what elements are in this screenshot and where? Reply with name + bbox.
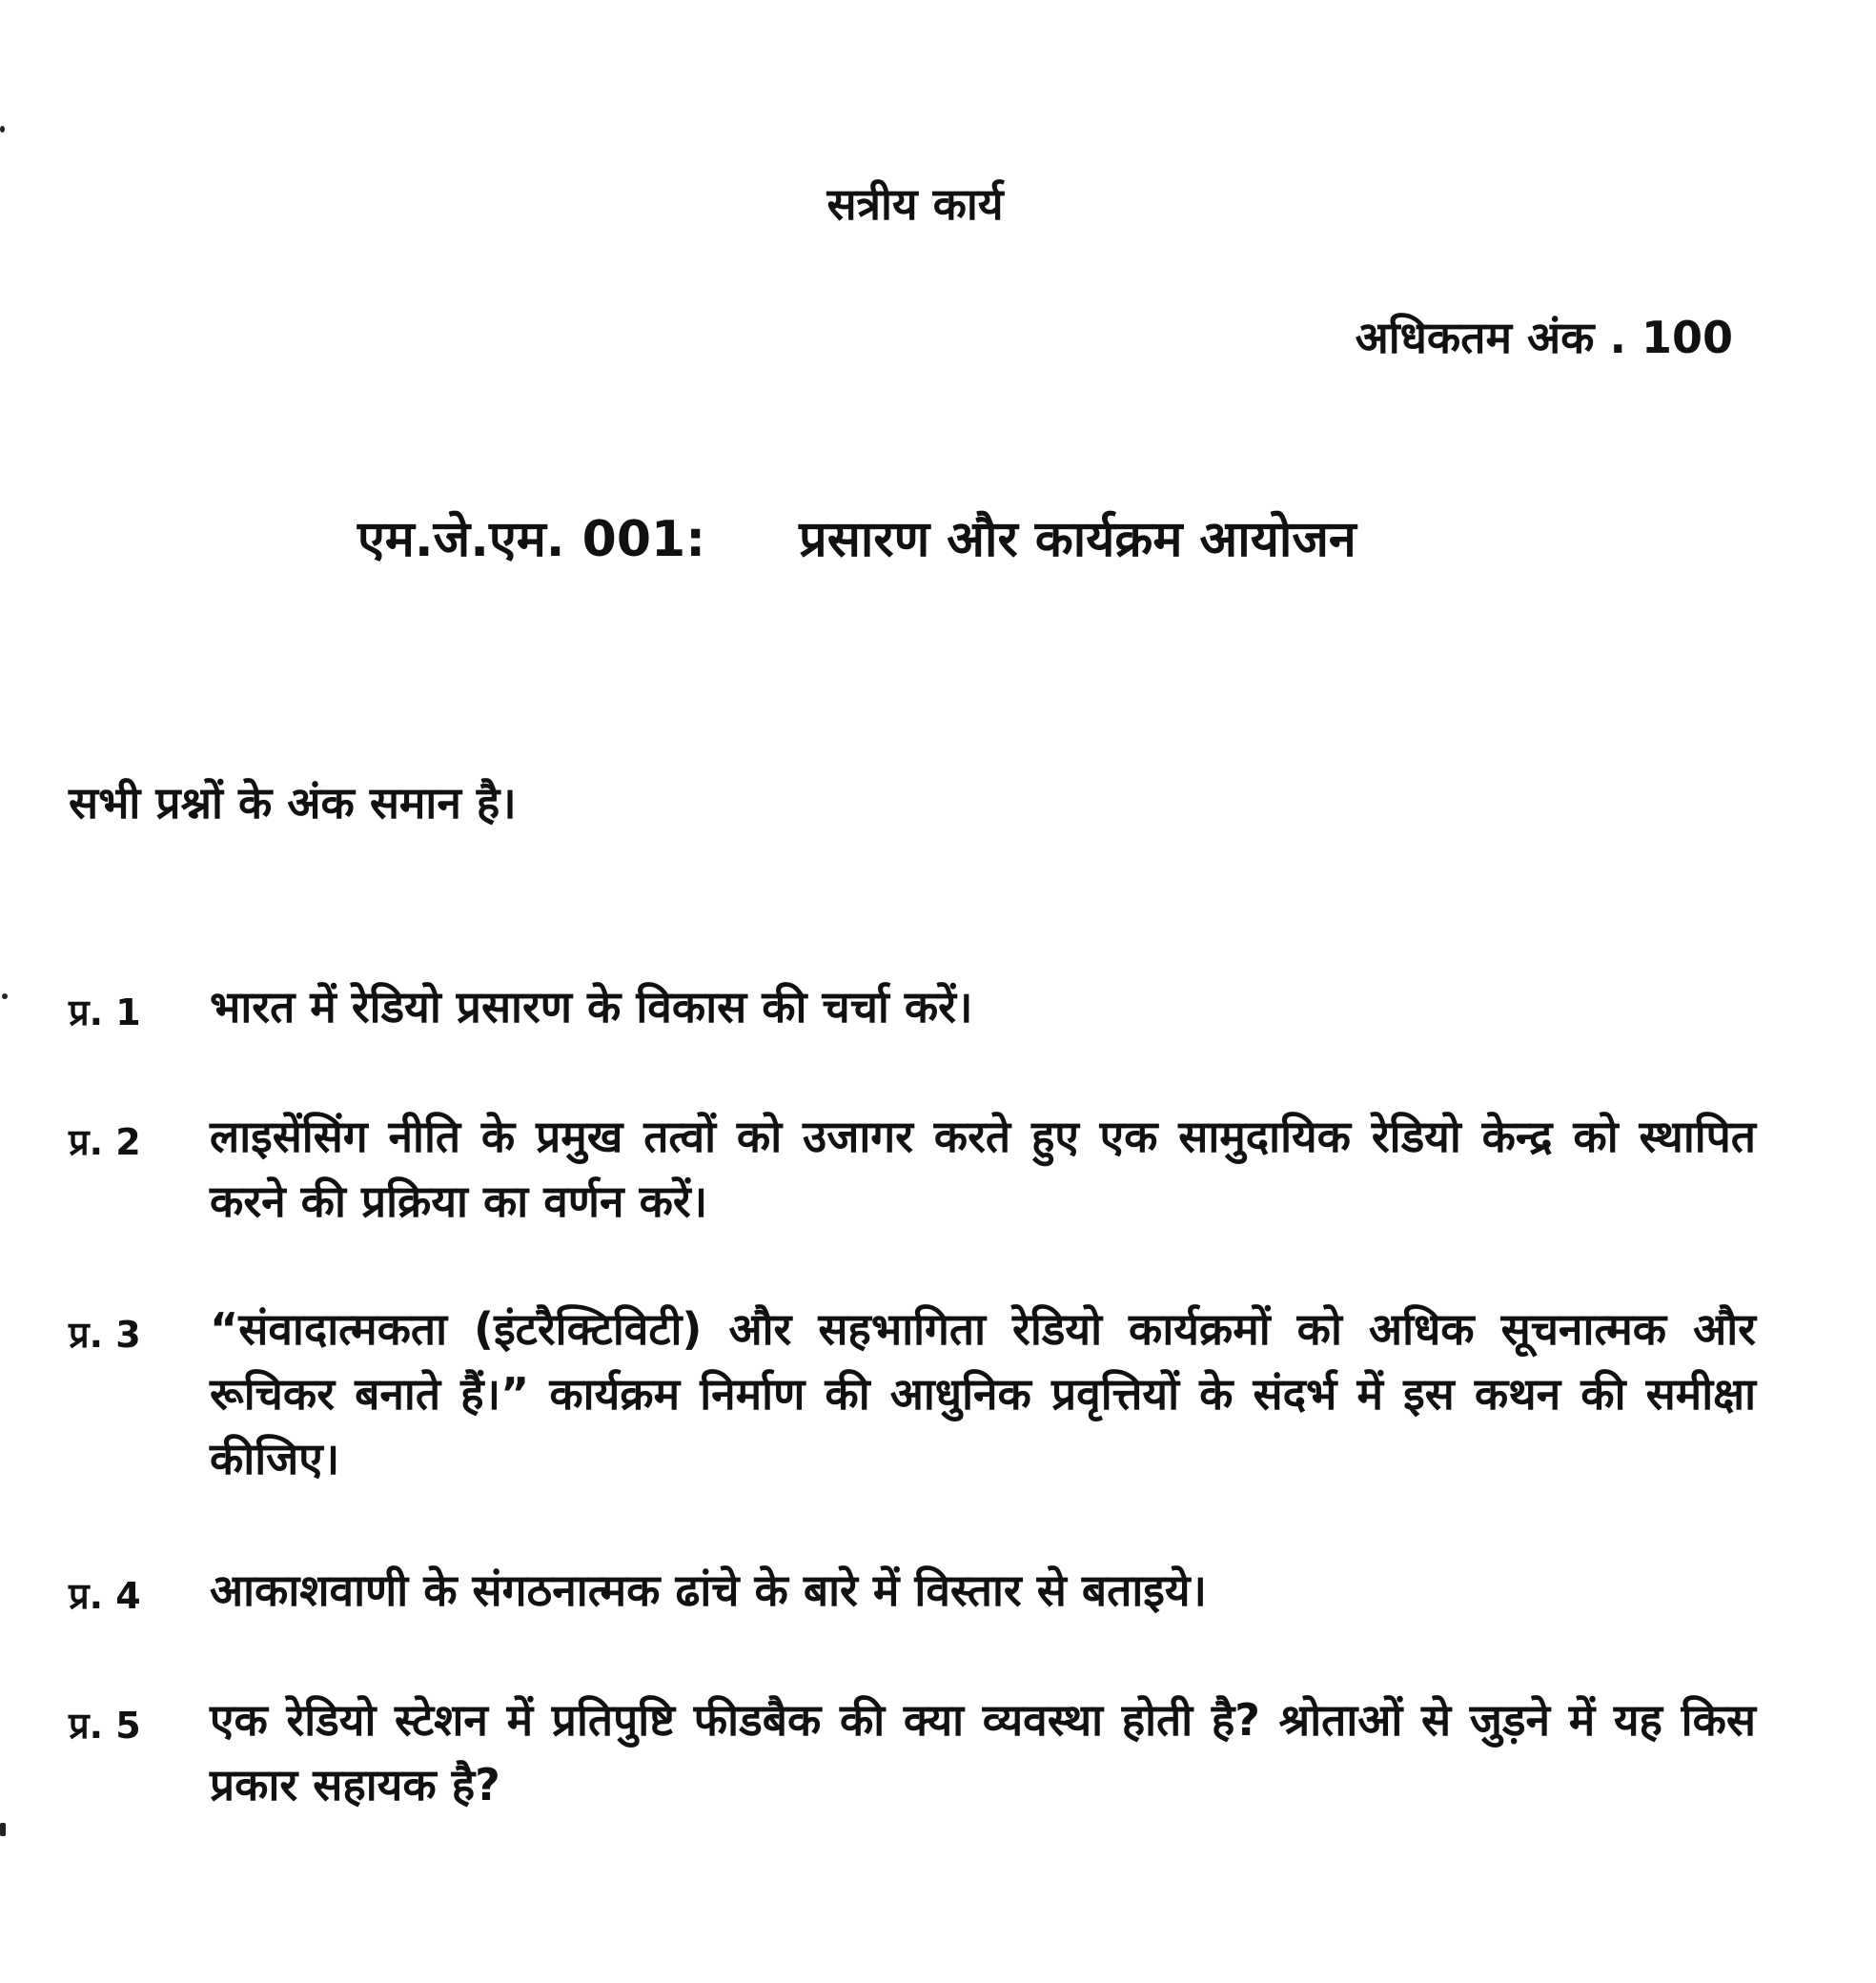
course-name: प्रसारण और कार्यक्रम आयोजन [799, 511, 1356, 568]
instruction-text: सभी प्रश्नों के अंक समान है। [69, 777, 517, 828]
question-number: प्र. 4 [69, 1575, 141, 1617]
question-number: प्र. 2 [69, 1121, 141, 1163]
max-marks: अधिकतम अंक . 100 [1355, 312, 1733, 363]
question-text: भारत में रेडियो प्रसारण के विकास की चर्चा करें। [210, 981, 973, 1032]
question-text: आकाशवाणी के संगठनात्मक ढांचे के बारे में विस्तार से बताइये। [210, 1564, 1207, 1616]
scan-artifact-mark [0, 1823, 6, 1836]
question-number: प्र. 5 [69, 1705, 141, 1747]
course-heading [357, 503, 1356, 571]
question-number: प्र. 1 [69, 992, 141, 1033]
question-text: लाइसेंसिंग नीति के प्रमुख तत्वों को उजागर करते हुए एक सामुदायिक रेडियो केन्द्र को स्थापित करने की प्रक्रिया का वर्णन करें। [210, 1111, 1756, 1227]
question-text: “संवादात्मकता (इंटरैक्टिविटी) और सहभागिता रेडियो कार्यक्रमों को अधिक सूचनात्मक और रूचिकर बनाते हैं।” कार्यक्रम निर्माण की आधुनिक प्रवृत्तियों के संदर्भ में इस कथन की समीक्षा कीजिए। [210, 1303, 1756, 1484]
question-4 [69, 1558, 1756, 1623]
scan-artifact-mark [0, 126, 5, 133]
page-title: सत्रीय कार्य [826, 178, 1004, 230]
question-number: प्र. 3 [69, 1314, 141, 1356]
question-text: एक रेडियो स्टेशन में प्रतिपुष्टि फीडबैक की क्या व्यवस्था होती है? श्रोताओं से जुड़ने में यह किस प्रकार सहायक है? [210, 1694, 1756, 1810]
scan-artifact-mark [2, 993, 8, 999]
question-5 [69, 1687, 1756, 1817]
question-3 [69, 1297, 1756, 1491]
course-code: एम.जे.एम. 001: [357, 511, 705, 568]
question-1 [69, 974, 1756, 1039]
question-2 [69, 1104, 1756, 1234]
